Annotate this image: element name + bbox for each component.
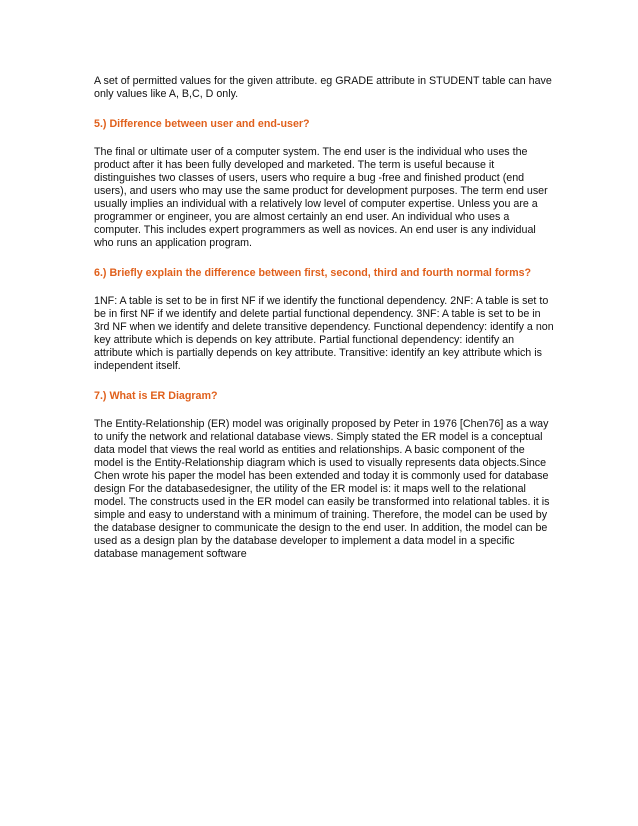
text-line: simple and easy to understand with a minimum of training. Therefore, the model can be used by bbox=[94, 509, 548, 521]
text-line: only values like A, B,C, D only. bbox=[94, 88, 239, 100]
section-paragraph-user-vs-end-user bbox=[94, 146, 549, 250]
text-line: attribute which is partially depends on key attribute. Transitive: identify an key attribute which is bbox=[94, 347, 542, 359]
section-heading-user-vs-end-user: 5.) Difference between user and end-user? bbox=[94, 118, 310, 130]
text-line: be in first NF if we identify and delete partial functional dependency. 3NF: A table is set to be in bbox=[94, 308, 541, 320]
text-line: product after it has been fully developed and marketed. The term is useful because it bbox=[94, 159, 495, 171]
text-line: model. The constructs used in the ER model can easily be transformed into relational tables. it is bbox=[94, 496, 550, 508]
section-paragraph-er-diagram bbox=[94, 418, 549, 561]
text-line: 3rd NF when we identify and delete transitive dependency. Functional dependency: identify a non bbox=[94, 321, 554, 333]
text-line: programmer or engineer, you are almost certainly an end user. An individual who uses a bbox=[94, 211, 510, 223]
text-line: model is the Entity-Relationship diagram which is used to visually represents data objects.Since bbox=[94, 457, 547, 469]
text-line: design For the databasedesigner, the utility of the ER model is: it maps well to the relational bbox=[94, 483, 526, 495]
section-heading-er-diagram: 7.) What is ER Diagram? bbox=[94, 390, 218, 402]
text-line: distinguishes two classes of users, users who require a bug -free and finished product (end bbox=[94, 172, 525, 184]
intro-paragraph bbox=[94, 75, 552, 101]
text-line: who runs an application program. bbox=[94, 237, 253, 249]
text-line: used as a design plan by the database developer to implement a data model in a specific bbox=[94, 535, 515, 547]
text-line: users), and users who may use the same product for development purposes. The term end user bbox=[94, 185, 548, 197]
text-line: independent itself. bbox=[94, 360, 181, 372]
section-heading-normal-forms: 6.) Briefly explain the difference between first, second, third and fourth normal forms? bbox=[94, 267, 532, 279]
text-line: database management software bbox=[94, 548, 247, 560]
text-line: key attribute which is depends on key attribute. Partial functional dependency: identify an bbox=[94, 334, 515, 346]
text-line: 1NF: A table is set to be in first NF if we identify the functional dependency. 2NF: A table is set to bbox=[94, 295, 549, 307]
document-body bbox=[94, 75, 554, 561]
text-line: The final or ultimate user of a computer system. The end user is the individual who uses the bbox=[94, 146, 528, 158]
text-line: computer. This includes expert programmers as well as novices. An end user is any individual bbox=[94, 224, 536, 236]
text-line: data model that views the real world as entities and relationships. A basic component of the bbox=[94, 444, 525, 456]
text-line: the database designer to communicate the design to the end user. In addition, the model can be bbox=[94, 522, 548, 534]
text-line: to unify the network and relational database views. Simply stated the ER model is a conceptual bbox=[94, 431, 543, 443]
text-line: Chen wrote his paper the model has been extended and today it is commonly used for database bbox=[94, 470, 549, 482]
text-line: The Entity-Relationship (ER) model was originally proposed by Peter in 1976 [Chen76] as a way bbox=[94, 418, 549, 430]
text-line: A set of permitted values for the given attribute. eg GRADE attribute in STUDENT table can have bbox=[94, 75, 552, 87]
section-paragraph-normal-forms bbox=[94, 295, 554, 373]
text-line: usually implies an individual with a relatively low level of computer expertise. Unless you are a bbox=[94, 198, 538, 210]
